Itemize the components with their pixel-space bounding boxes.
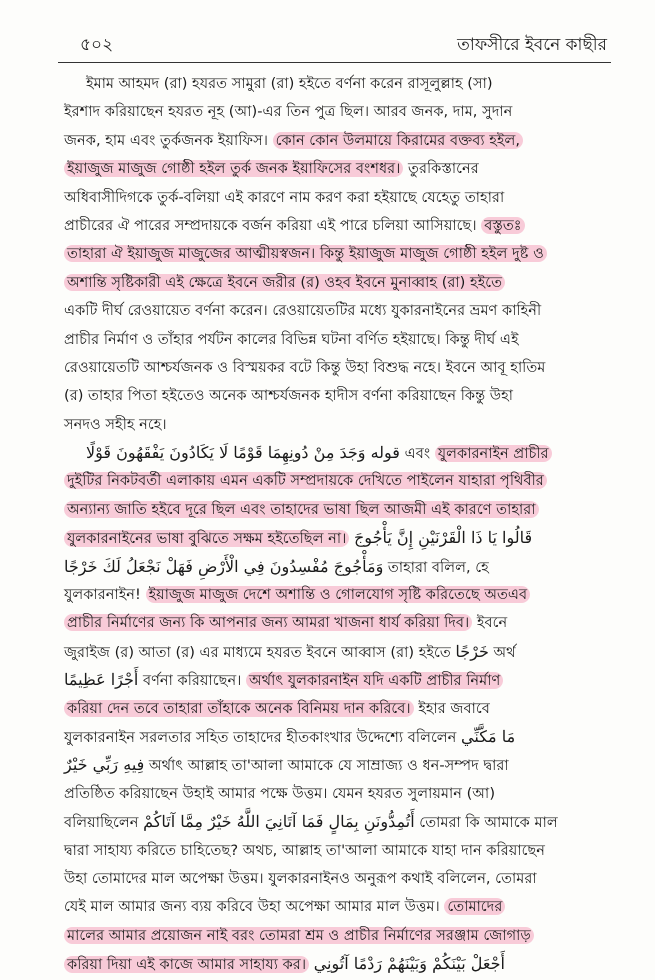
text-segment: যুলকারনাইন সরলতার সহিত তাহাদের হীতকাংখার উদ্দেশ্যে বলিলেন	[64, 728, 462, 746]
text-line	[64, 695, 612, 723]
text-line	[64, 808, 612, 836]
arabic-quote: قَالُوا يَا ذَا الْقَرْنَيْنِ إِنَّ يَأْجُوجَ	[353, 528, 533, 548]
text-line	[64, 155, 612, 183]
text-segment: যুলকারনাইন!	[64, 586, 146, 604]
arabic-quote: خَرْجًا	[455, 641, 489, 661]
page-number: ৫০২	[80, 35, 114, 55]
text-segment: জুরাইজ (র) আতা (র) এর মাধ্যমে হযরত ইবনে আব্বাস (রা) হইতে	[64, 643, 456, 661]
text-segment: অর্থ	[488, 643, 516, 661]
arabic-quote: وَمَأْجُوجَ مُفْسِدُونَ فِي الْأَرْضِ فَهَلْ نَجْعَلُ لَكَ خَرْجًا	[64, 556, 384, 576]
arabic-quote: أَجْرًا عَظِيمًا	[64, 670, 139, 690]
text-line	[64, 666, 612, 694]
text-line	[64, 184, 612, 212]
text-segment: ইহার জবাবে	[413, 699, 490, 717]
text-segment: উহা তোমাদের মাল অপেক্ষা উত্তম। যুলকারনাইনও অনুরূপ কথাই বলিলেন, তোমরা	[64, 869, 537, 887]
text-segment: অধিবাসীদিগকে তুর্ক-বলিয়া এই কারণে নাম করণ করা হইয়াছে যেহেতু তাহারা	[64, 188, 505, 206]
running-title: তাফসীরে ইবনে কাছীর	[457, 35, 607, 55]
text-segment: অর্থাৎ আল্লাহ তা'আলা আমাকে যে সাম্রাজ্য ও ধন-সম্পদ দ্বারা	[144, 757, 509, 775]
highlighted-text: মালের আমার প্রয়োজন নাই বরং তোমরা শ্রম ও প্রাচীর নির্মাণের সরঞ্জাম জোগাড়	[64, 927, 534, 944]
text-segment: একটি দীর্ঘ রেওয়ায়েত বর্ণনা করেন। রেওয়ায়েতটির মধ্যে যুকারনাইনের ভ্রমণ কাহিনী	[64, 302, 542, 320]
text-segment: ইবনে	[472, 614, 508, 632]
text-line	[64, 467, 612, 495]
text-segment: প্রাচীর নির্মাণ ও তাঁহার পর্যটন কালের বিভিন্ন ঘটনা বর্ণিত হইয়াছে। কিন্তু দীর্ঘ এই	[64, 330, 519, 348]
arabic-quote: فِيهِ رَبِّي خَيْرٌ	[64, 755, 145, 775]
text-line	[64, 496, 612, 524]
text-line	[64, 950, 612, 978]
highlighted-text: দুইটির নিকটবর্তী এলাকায় এমন একটি সম্প্রদায়কে দেখিতে পাইলেন যাহারা পৃথিবীর	[64, 472, 547, 489]
highlighted-text: অন্যান্য জাতি হইবে দূরে ছিল এবং তাহাদের ভাষা ছিল আজমী এই কারণে তাহারা	[64, 501, 539, 518]
text-segment: তাহারা বলিল, হে	[383, 558, 489, 576]
highlighted-text: বস্তুতঃ	[481, 217, 524, 234]
highlighted-text: প্রাচীর নির্মাণের জন্য কি আপনার জন্য আমরা খাজনা ধার্য করিয়া দিব।	[64, 614, 472, 631]
text-line	[64, 865, 612, 893]
text-line	[64, 922, 612, 950]
text-line	[64, 751, 612, 779]
highlighted-text: করিয়া দিয়া এই কাজে আমার সাহায্য কর।	[64, 956, 309, 973]
text-line	[64, 723, 612, 751]
arabic-quote: أَتُمِدُّونَنِ بِمَالٍ فَمَا آتَانِيَ اللَّهُ خَيْرٌ مِمَّا آتَاكُمْ	[143, 812, 415, 832]
text-segment: ইরশাদ করিয়াছেন হযরত নূহ (আ)-এর তিন পুত্র ছিল। আরব জনক, দাম, সুদান	[64, 103, 513, 121]
highlighted-text: তাহারা ঐ ইয়াজুজ মাজুজের আত্মীয়স্বজন। কিন্তু ইয়াজুজ মাজুজ গোষ্ঠী হইল দুষ্ট ও	[64, 245, 547, 262]
text-line	[64, 326, 612, 354]
text-segment: রেওয়ায়েতটি আশ্চর্যজনক ও বিস্ময়কর বটে কিন্তু উহা বিশুদ্ধ নহে। ইবনে আবূ হাতিম	[64, 358, 546, 376]
text-line	[64, 780, 612, 808]
text-line	[64, 439, 612, 467]
text-line	[64, 354, 612, 382]
text-segment: তোমরা কি আমাকে মাল	[414, 814, 558, 832]
text-segment: বলিয়াছিলেন	[64, 814, 144, 832]
text-segment: তুরকিস্তানের	[403, 160, 479, 178]
text-line	[64, 837, 612, 865]
text-line	[64, 70, 612, 98]
highlighted-text: যুলকারনাইনের ভাষা বুঝিতে সক্ষম হইতেছিল না।	[64, 530, 349, 547]
text-line	[64, 98, 612, 126]
text-segment: সনদও সহীহ নহে।	[64, 415, 167, 433]
arabic-quote: مَا مَكَّنِّي	[461, 726, 516, 746]
highlighted-text: ইয়াজুজ মাজুজ গোষ্ঠী হইল তুর্ক জনক ইয়াফিসের বংশধর।	[64, 160, 403, 177]
text-segment: প্রাচীরের ঐ পারের সম্প্রদায়কে বর্জন করিয়া এই পারে চলিয়া আসিয়াছে।	[64, 216, 482, 234]
text-line	[64, 212, 612, 240]
highlighted-text: যুলকারনাইন প্রাচীর	[435, 445, 552, 462]
text-line	[64, 524, 612, 552]
text-segment: এবং	[399, 445, 435, 463]
highlighted-text: তোমাদের	[444, 898, 505, 915]
page-header	[58, 28, 611, 63]
text-line	[64, 553, 612, 581]
text-segment: (র) তাহার পিতা হইতেও অনেক আশ্চর্যজনক হাদীস বর্ণনা করিয়াছেন কিন্তু উহা	[64, 387, 514, 405]
highlighted-text: অর্থাৎ যুলকারনাইন যদি একটি প্রাচীর নির্মাণ	[246, 672, 503, 689]
arabic-quote: قوله وَجَدَ مِنْ دُونِهِمَا قَوْمًا لَا يَكَادُونَ يَفْقَهُونَ قَوْلًا	[86, 443, 400, 463]
text-segment: জনক, হাম এবং তুর্কজনক ইয়াফিস।	[64, 131, 273, 149]
highlighted-text: ইয়াজুজ মাজুজ দেশে অশান্তি ও গোলযোগ সৃষ্টি করিতেছে অতএব	[146, 586, 531, 603]
text-line	[64, 127, 612, 155]
text-line	[64, 411, 612, 439]
highlighted-text: অশান্তি সৃষ্টিকারী এই ক্ষেত্রে ইবনে জরীর (র) ওহব ইবনে মুনাব্বাহ (রা) হইতে	[64, 274, 505, 291]
text-segment: প্রতিষ্ঠিত করিয়াছেন উহাই আমার পক্ষে উত্তম। যেমন হযরত সুলায়মান (আ)	[64, 784, 496, 802]
text-line	[64, 240, 612, 268]
highlighted-text: কোন কোন উলমায়ে কিরামের বক্তব্য হইল,	[273, 132, 523, 149]
highlighted-text: করিয়া দেন তবে তাহারা তাঁহাকে অনেক বিনিময় দান করিবে।	[64, 700, 414, 717]
text-line	[64, 382, 612, 410]
text-segment: যেই মাল আমার জন্য ব্যয় করিবে উহা অপেক্ষা আমার মাল উত্তম।	[64, 898, 445, 916]
arabic-quote: أَجْعَلْ بَيْنَكُمْ وَبَيْنَهُمْ رَدْمًا آتُونِي	[313, 954, 505, 974]
text-segment: দ্বারা সাহায্য করিতে চাহিতেছ? অথচ, আল্লাহ তা'আলা আমাকে যাহা দান করিয়াছেন	[64, 841, 546, 859]
text-segment: বর্ণনা করিয়াছেন।	[138, 672, 247, 690]
text-line	[64, 893, 612, 921]
body-text	[64, 70, 612, 974]
text-line	[64, 638, 612, 666]
text-segment: ইমাম আহমদ (রা) হযরত সামুরা (রা) হইতে বর্ণনা করেন রাসূলুল্লাহ (সা)	[86, 75, 493, 92]
text-line	[64, 609, 612, 637]
text-line	[64, 581, 612, 609]
text-line	[64, 297, 612, 325]
text-line	[64, 269, 612, 297]
